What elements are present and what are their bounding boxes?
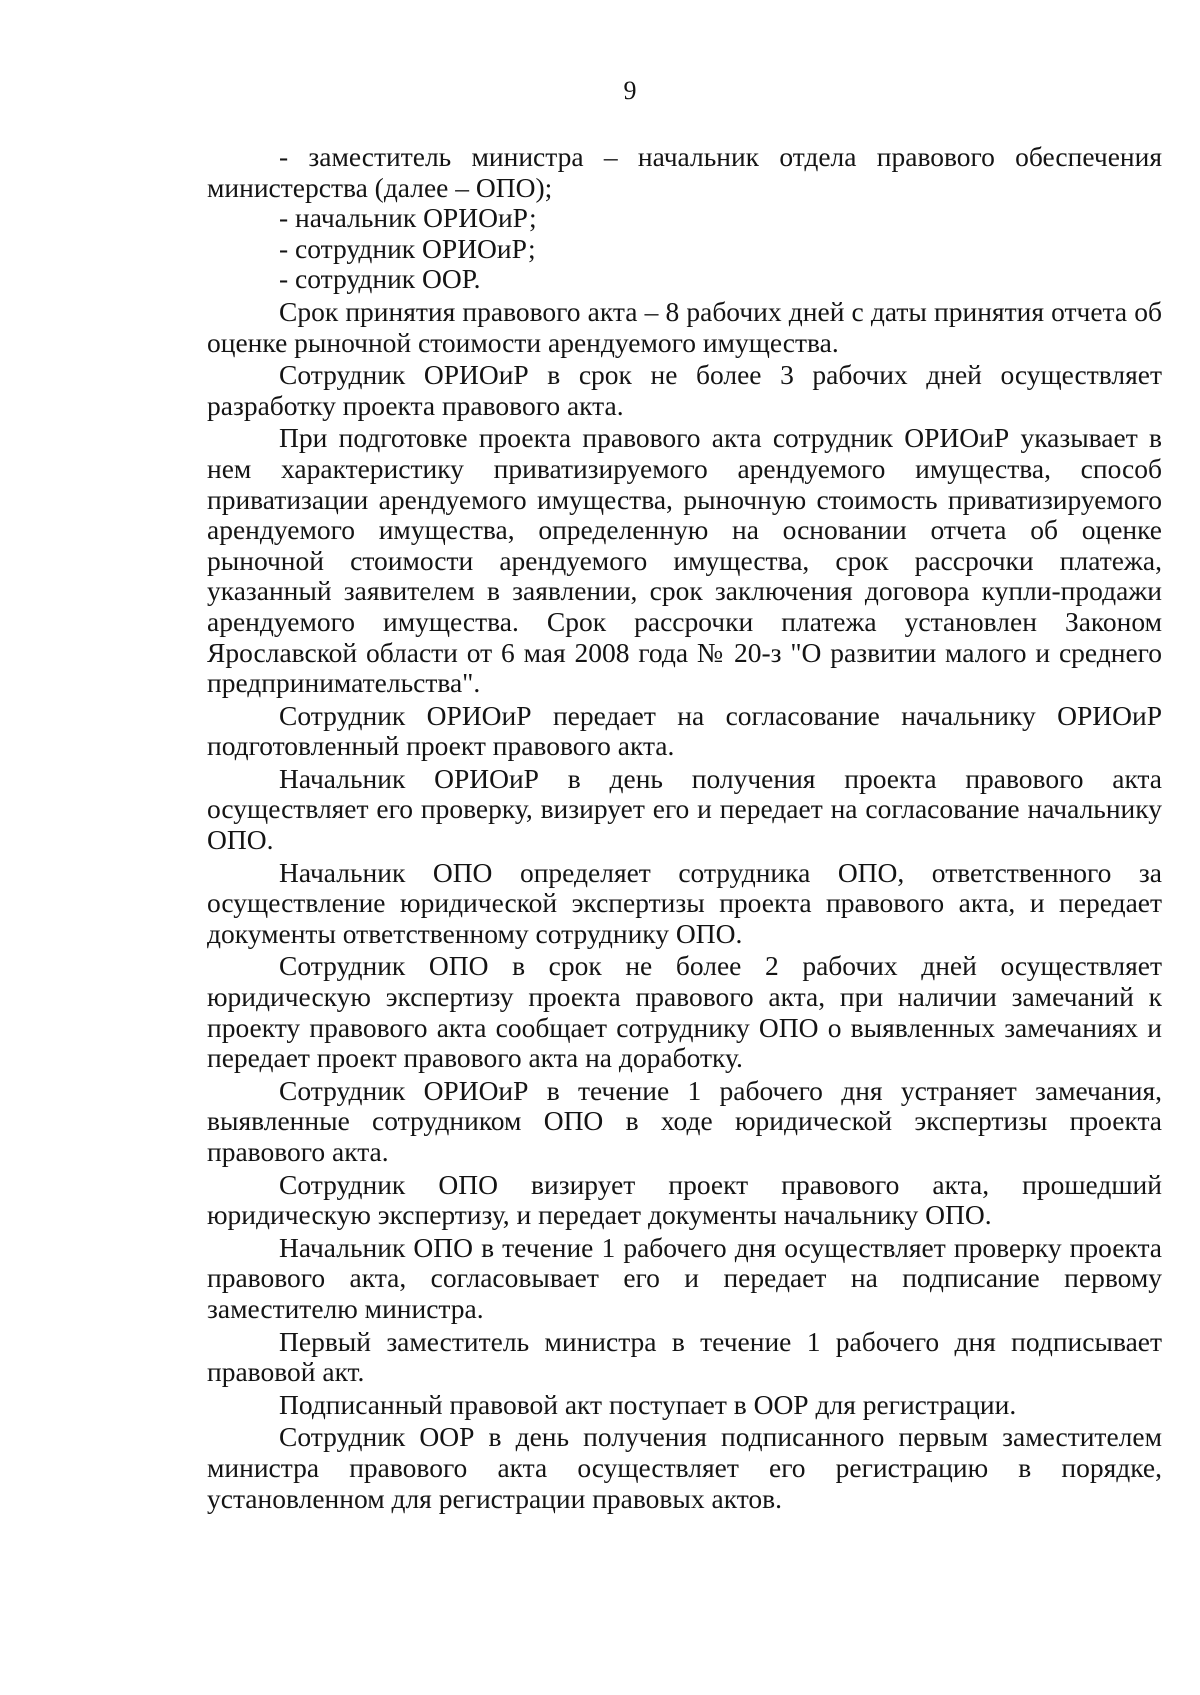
- paragraph: Начальник ОПО определяет сотрудника ОПО, ответственного за осуществление юридической экспертизы проекта правового акта, и передает документы ответственному сотруднику ОПО.: [207, 856, 1162, 949]
- paragraph: - начальник ОРИОиР;: [279, 202, 537, 234]
- paragraph: Подписанный правовой акт поступает в ООР для регистрации.: [279, 1388, 1017, 1420]
- document-body: [207, 142, 1162, 1514]
- paragraph: Сотрудник ОРИОиР в срок не более 3 рабочих дней осуществляет разработку проекта правового акта.: [207, 359, 1162, 421]
- paragraph: - сотрудник ОРИОиР;: [279, 232, 536, 264]
- paragraph: Сотрудник ООР в день получения подписанного первым заместителем министра правового акта осуществляет его регистрацию в порядке, установленном для регистрации правовых актов.: [207, 1421, 1162, 1514]
- paragraph: Сотрудник ОПО в срок не более 2 рабочих дней осуществляет юридическую экспертизу проекта правового акта, при наличии замечаний к проекту правового акта сообщает сотруднику ОПО о выявленных замечаниях и передает проект правового акта на доработку.: [207, 950, 1162, 1074]
- page-number: 9: [623, 76, 637, 105]
- paragraph: Сотрудник ОПО визирует проект правового акта, прошедший юридическую экспертизу, и передает документы начальнику ОПО.: [207, 1168, 1162, 1231]
- paragraph: Начальник ОПО в течение 1 рабочего дня осуществляет проверку проекта правового акта, согласовывает его и передает на подписание первому заместителю министра.: [207, 1231, 1162, 1324]
- paragraph: - сотрудник ООР.: [279, 263, 481, 295]
- paragraph: Сотрудник ОРИОиР в течение 1 рабочего дня устраняет замечания, выявленные сотрудником ОПО в ходе юридической экспертизы проекта правового акта.: [207, 1074, 1162, 1167]
- paragraph: Начальник ОРИОиР в день получения проекта правового акта осуществляет его проверку, визирует его и передает на согласование начальнику ОПО.: [207, 762, 1162, 856]
- paragraph: Срок принятия правового акта – 8 рабочих дней с даты принятия отчета об оценке рыночной стоимости арендуемого имущества.: [207, 295, 1162, 358]
- paragraph: - заместитель министра – начальник отдела правового обеспечения министерства (далее – ОПО);: [207, 141, 1162, 203]
- paragraph: При подготовке проекта правового акта сотрудник ОРИОиР указывает в нем характеристику приватизируемого арендуемого имущества, способ приватизации арендуемого имущества, рыночную стоимость приватизируемого арендуемого имущества, определенную на основании отчета об оценке рыночной стоимости арендуемого имущества, срок рассрочки платежа, указанный заявителем в заявлении, срок заключения договора купли-продажи арендуемого имущества. Срок рассрочки платежа установлен Законом Ярославской области от 6 мая 2008 года № 20-з "О развитии малого и среднего предпринимательства".: [207, 422, 1162, 699]
- paragraph: Сотрудник ОРИОиР передает на согласование начальнику ОРИОиР подготовленный проект правового акта.: [207, 699, 1162, 762]
- paragraph: Первый заместитель министра в течение 1 рабочего дня подписывает правовой акт.: [207, 1325, 1162, 1388]
